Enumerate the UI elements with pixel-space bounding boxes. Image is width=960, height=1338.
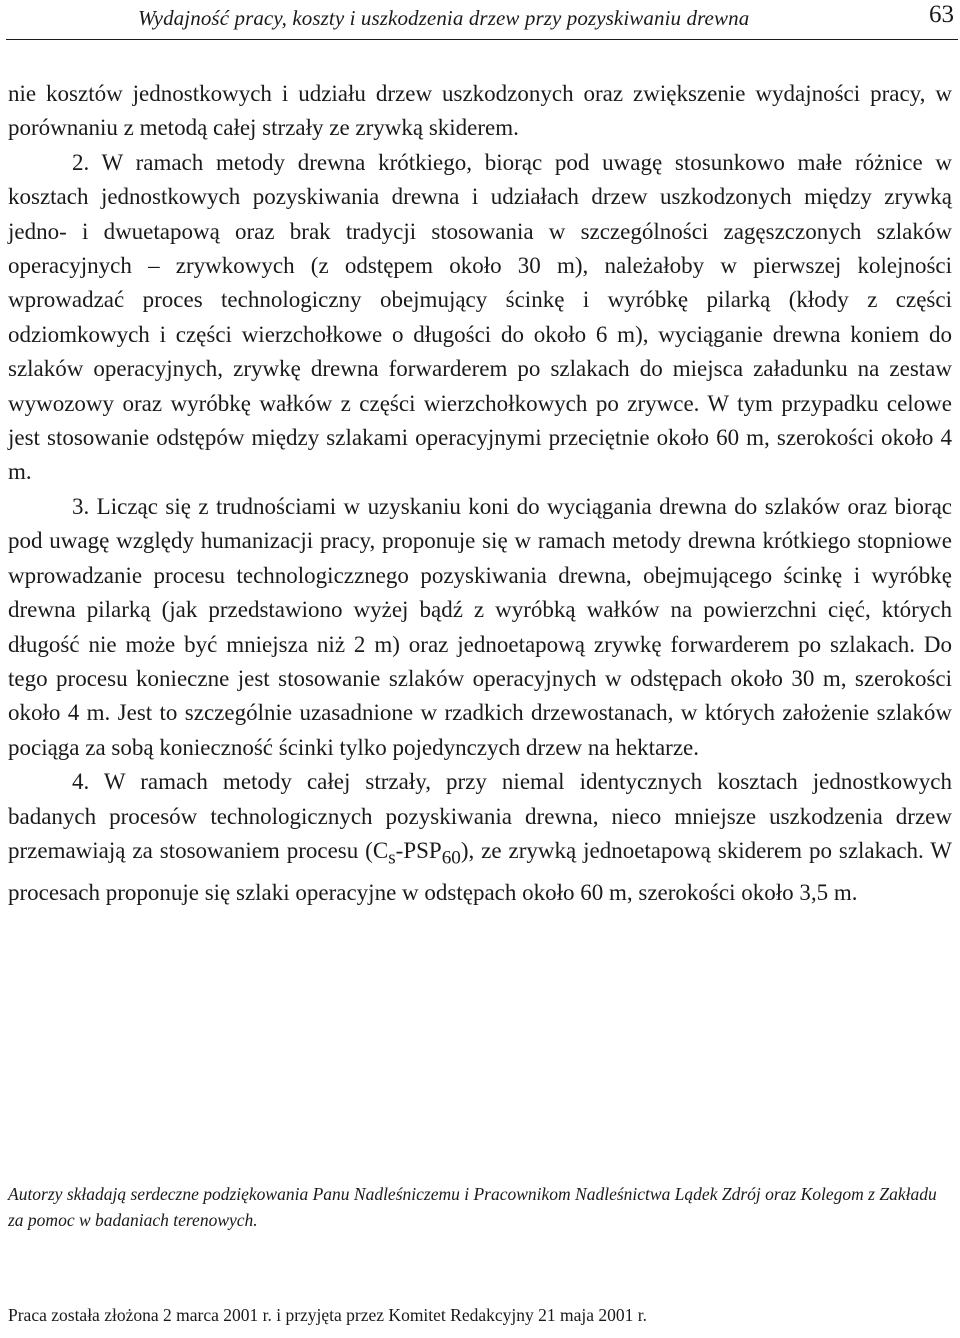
running-header-title: Wydajność pracy, koszty i uszkodzenia drzew przy pozyskiwaniu drewna: [138, 6, 750, 30]
paragraph-continuation: nie kosztów jednostkowych i udziału drzew uszkodzonych oraz zwiększenie wydajności pracy, w porównaniu z metodą całej strzały ze zrywką skiderem.: [8, 81, 952, 141]
paragraph-3: 3. Licząc się z trudnościami w uzyskaniu koni do wyciągania drewna do szlaków oraz biorąc pod uwagę względy humanizacji pracy, proponuje się w ramach metody drewna krótkiego stopniowe wprowadzanie procesu technologiczznego pozyskiwania drewna, obejmującego ścinkę i wyróbkę drewna pilarką (jak przedstawiono wyżej bądź z wyróbką wałków na powierzchni cięć, których długość nie może być mniejsza niż 2 m) oraz jednoetapową zrywkę forwarderem po szlakach. Do tego procesu konieczne jest stosowanie szlaków operacyjnych w odstępach około 30 m, szerokości około 4 m. Jest to szczególnie uzasadnione w rzadkich drzewostanach, w których założenie szlaków pociąga za sobą konieczność ścinki tylko pojedynczych drzew na hektarze.: [8, 493, 952, 760]
running-header: [0, 0, 960, 46]
formula-subscript-60: 60: [441, 847, 461, 869]
paragraph-4-text-start: 4. W ramach metody całej strzały, przy niemal identycznych kosztach jednostkowych badanych procesów technologicznych pozyskiwania drewna, nieco mniejsze uszkodzenia drzew przemawiają za stosowaniem procesu (C: [8, 769, 952, 863]
paragraph-2: 2. W ramach metody drewna krótkiego, biorąc pod uwagę stosunkowo małe różnice w kosztach jednostkowych pozyskiwania drewna i udziałach drzew uszkodzonych między zrywką jedno- i dwuetapową oraz brak tradycji stosowania w szczególności zagęszczonych szlaków operacyjnych – zrywkowych (z odstępem około 30 m), należałoby w pierwszej kolejności wprowadzać proces technologiczny obejmujący ścinkę i wyróbkę pilarką (kłody z części odziomkowych i części wierzchołkowe o długości do około 6 m), wyciąganie drewna koniem do szlaków operacyjnych, zrywkę drewna forwarderem po szlakach do miejsca załadunku na zestaw wywozowy oraz wyróbkę wałków z części wierzchołkowych po zrywce. W tym przypadku celowe jest stosowanie odstępów między szlakami operacyjnymi przeciętnie około 60 m, szerokości około 4 m.: [8, 149, 952, 485]
submission-note: Praca została złożona 2 marca 2001 r. i przyjęta przez Komitet Redakcyjny 21 maja 2001 r.: [8, 1305, 647, 1325]
acknowledgement-note: Autorzy składają serdeczne podziękowania Panu Nadleśniczemu i Pracownikom Nadleśnictwa Lądek Zdrój oraz Kolegom z Zakładu za pomoc w badaniach terenowych.: [8, 1184, 937, 1230]
formula-middle: -PSP: [395, 837, 442, 863]
paragraph-4-text-end: ), ze zrywką jednoetapową skiderem po szlakach. W procesach proponuje się szlaki operacyjne w odstępach około 60 m, szerokości około 3,5 m.: [8, 837, 953, 905]
paragraph-4: [8, 765, 952, 910]
body-text: [8, 77, 952, 910]
formula-subscript-s: s: [388, 847, 396, 869]
header-rule: [6, 39, 958, 40]
page-number: 63: [929, 1, 954, 28]
